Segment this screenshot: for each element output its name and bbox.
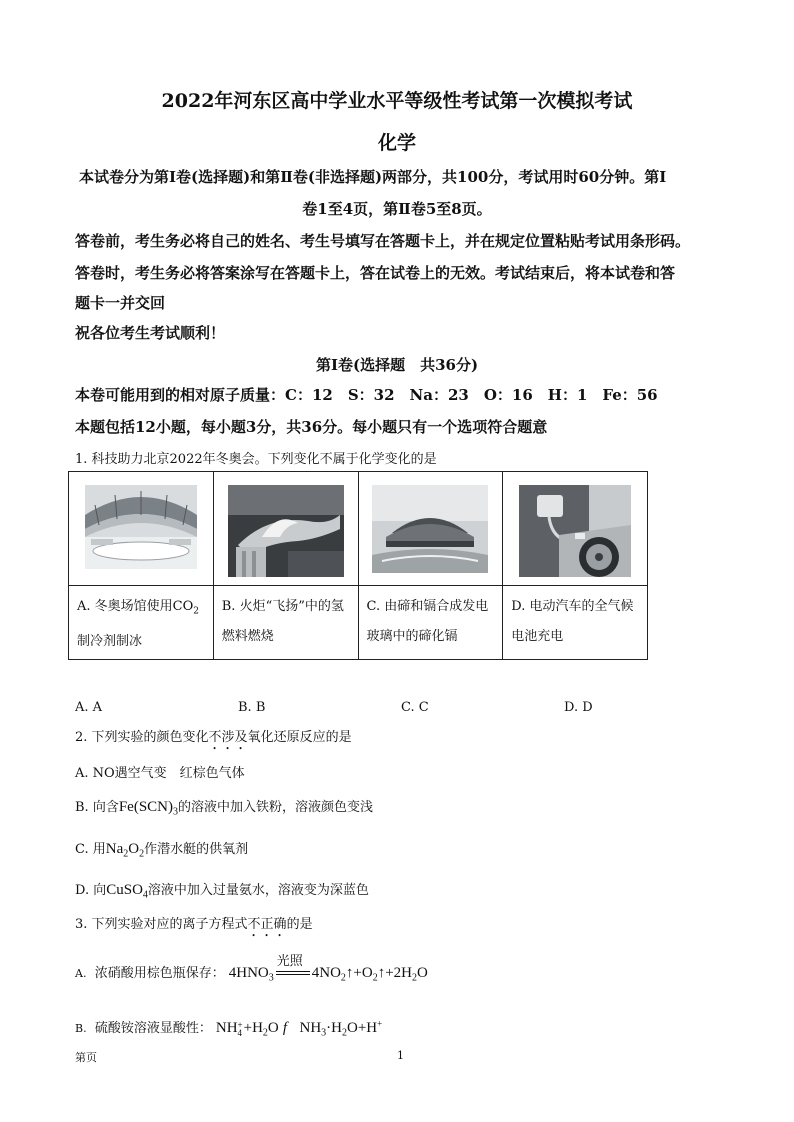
q1-choice-d[interactable]: D. D	[564, 700, 593, 715]
reaction-condition-arrow	[274, 953, 312, 981]
torch-flame-photo	[228, 485, 344, 577]
footer-page-number: 1	[397, 1049, 404, 1062]
instruction-line-4: 答卷时，考生务必将答案涂写在答题卡上，答在试卷上的无效。考试结束后，将本试卷和答	[75, 264, 676, 282]
footer-page-label: 第页	[75, 1051, 97, 1064]
q1-cell-b-image	[213, 472, 358, 586]
q1-cell-a-image	[69, 472, 214, 586]
q1-stem: 1. 科技助力北京2022年冬奥会。下列变化不属于化学变化的是	[75, 452, 437, 467]
q3-option-b[interactable]: B. 硫酸铵溶液显酸性： NH + 4 $+H_2O$ f $NH_3\cdot H_2O+H^+$	[75, 1018, 383, 1039]
instruction-line-2: 卷1至4页，第Ⅱ卷5至8页。	[302, 200, 492, 218]
instruction-line-5: 题卡一并交回	[75, 294, 166, 312]
q1-cell-c-image	[358, 472, 503, 586]
q1-option-c-caption: C. 由碲和镉合成发电玻璃中的碲化镉	[358, 586, 503, 660]
q1-options-table	[68, 471, 648, 660]
q3-option-a[interactable]: A. 浓硝酸用棕色瓶保存： $4HNO_3$ 光照 $4NO_2↑+O_2↑+2H_2O$	[75, 962, 428, 984]
ev-charging-photo	[519, 485, 631, 577]
q2-option-a[interactable]: A. NO遇空气变 红棕色气体	[75, 766, 245, 781]
q2-option-c[interactable]: C. 用$Na_2O_2$作潜水艇的供氧剂	[75, 841, 249, 860]
ice-stadium-photo	[85, 485, 197, 569]
q2-option-d[interactable]: D. 向CuSO$_4$溶液中加入过量氨水，溶液变为深蓝色	[75, 882, 369, 901]
q1-option-d-caption: D. 电动汽车的全气候电池充电	[503, 586, 648, 660]
instruction-line-1: 本试卷分为第Ⅰ卷(选择题)和第Ⅱ卷(非选择题)两部分，共100分，考试用时60分钟。第Ⅰ	[79, 168, 667, 186]
section-note: 本题包括12小题，每小题3分，共36分。每小题只有一个选项符合题意	[75, 418, 548, 436]
q3-stem: 3. 下列实验对应的离子方程式不正确的是	[75, 917, 313, 932]
q1-choice-b[interactable]: B. B	[238, 700, 266, 715]
subject-title: 化学	[377, 132, 416, 154]
q1-choice-c[interactable]: C. C	[401, 700, 429, 715]
q2-option-b[interactable]: B. 向含$Fe(SCN)_3$的溶液中加入铁粉，溶液颜色变浅	[75, 799, 374, 818]
stadium-exterior-photo	[372, 485, 488, 573]
q1-option-a-caption: A. 冬奥场馆使用$CO_2$ 制冷剂制冰	[69, 586, 214, 660]
atomic-masses: 本卷可能用到的相对原子质量：C：12 S：32 Na：23 O：16 H：1 Fe：56	[75, 386, 658, 404]
exam-title: 2022年河东区高中学业水平等级性考试第一次模拟考试	[161, 90, 633, 112]
q1-option-b-caption: B. 火炬“飞扬”中的氢燃料燃烧	[213, 586, 358, 660]
good-luck-line: 祝各位考生考试顺利！	[75, 324, 226, 342]
q1-cell-d-image	[503, 472, 648, 586]
instruction-line-3: 答卷前，考生务必将自己的姓名、考生号填写在答题卡上，并在规定位置粘贴考试用条形码。	[75, 232, 691, 250]
reaction-condition-label: 光照	[276, 953, 303, 969]
q2-stem: 2. 下列实验的颜色变化不涉及氧化还原反应的是	[75, 730, 352, 745]
q1-choice-a[interactable]: A. A	[75, 700, 103, 715]
section-title: 第Ⅰ卷(选择题 共36分)	[315, 356, 479, 374]
